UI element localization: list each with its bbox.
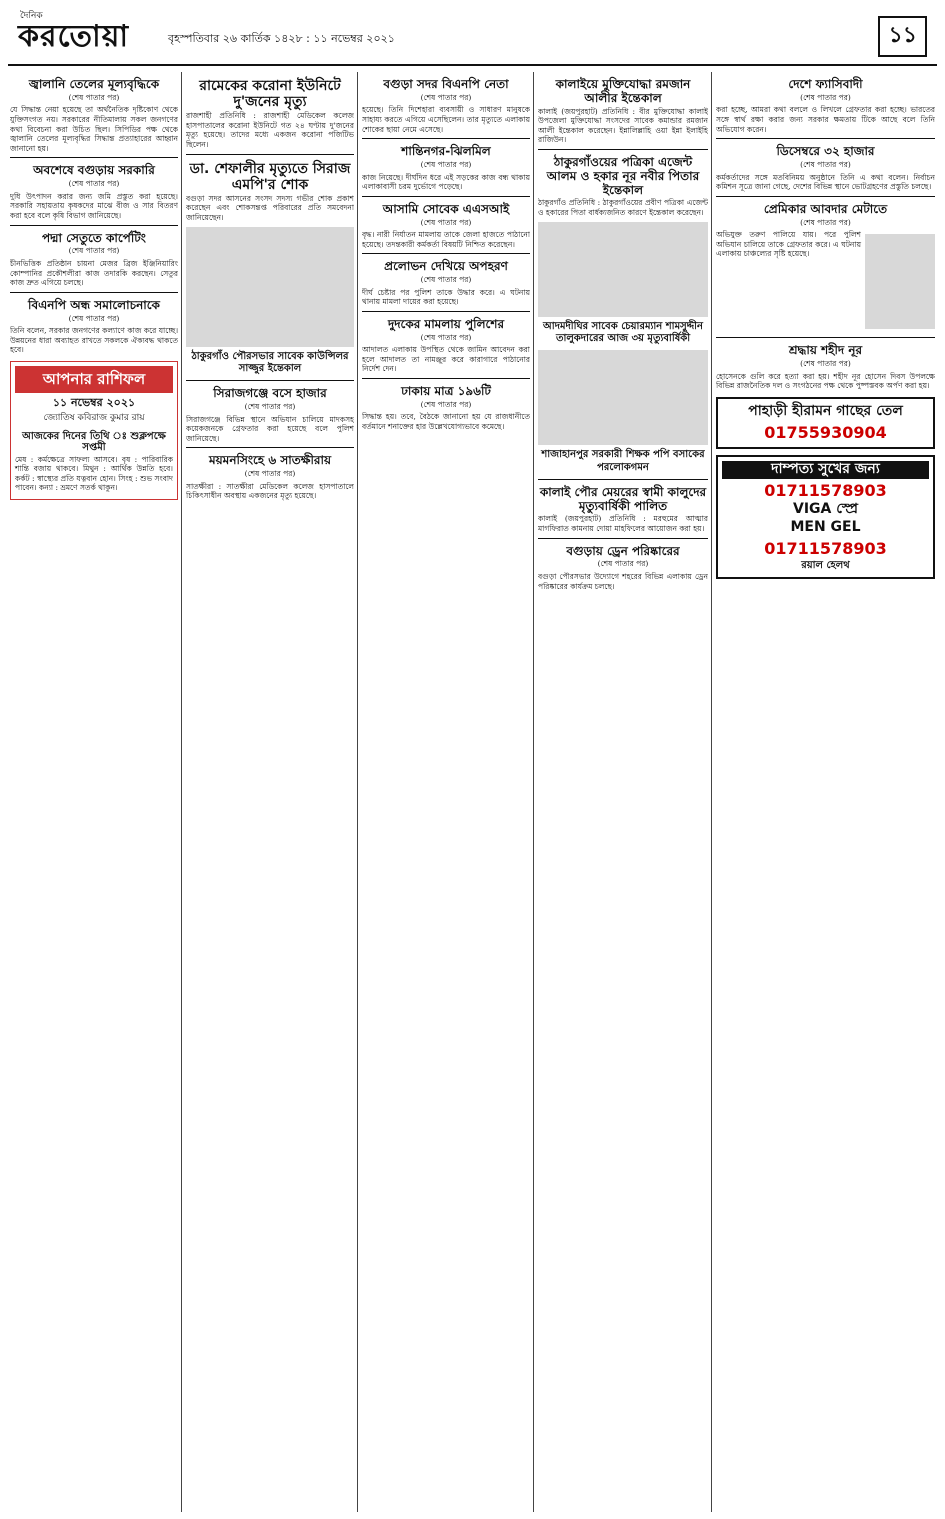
article-body: কাজ নিয়েছে। দীর্ঘদিন ধরে এই সড়কের কাজ বন্ধ থাকায় এলাকাবাসী চরম দুর্ভোগে পড়েছে। <box>362 172 530 192</box>
continued-label: (শেষ পাতার পর) <box>420 159 472 169</box>
headline: শান্তিনগর-ঝিলমিল <box>401 144 491 159</box>
article-body: কর্মকর্তাদের সঙ্গে মতবিনিময় অনুষ্ঠানে তিনি এ কথা বলেন। নির্বাচন কমিশন সূত্রে জানা গেছে, দেশের বিভিন্ন স্থানে ভোটগ্রহণের প্রস্তুতি চলছে। <box>716 172 935 192</box>
column-3 <box>362 72 530 1512</box>
photo-caption: শাজাহানপুর সরকারী শিক্ষক পপি বসাকের পরলোকগমন <box>541 449 705 473</box>
continued-label: (শেষ পাতার পর) <box>420 399 472 409</box>
ad-title: পাহাড়ী হীরামন গাছের তেল <box>748 402 903 419</box>
horoscope-box <box>10 361 178 500</box>
headline: প্রলোভন দেখিয়ে অপহরণ <box>384 259 508 274</box>
headline: বগুড়ায় ড্রেন পরিষ্কারের <box>566 543 680 558</box>
continued-label: (শেষ পাতার পর) <box>420 332 472 342</box>
headline: কালাইয়ে মুক্তিযোদ্ধা রমজান আলীর ইন্তেকাল <box>555 77 691 105</box>
article-body: কালাই (জয়পুরহাট) প্রতিনিধি : মরহুমের আত্মার মাগফিরাত কামনায় দোয়া মাহফিলের আয়োজন করা হয়। <box>538 514 708 533</box>
headline: ময়মনসিংহে ৬ সাতক্ষীরায় <box>208 453 332 468</box>
article-body: করা হচ্ছে, আমরা কথা বললে ও লিখলে গ্রেফতার করা হচ্ছে। ভারতের সঙ্গে স্বার্থ রক্ষা করার জন্য সরকার ক্ষমতায় টিকে আছে বলে তিনি অভিযোগ করেন। <box>716 105 935 134</box>
continued-label: (শেষ পাতার পর) <box>244 469 296 479</box>
headline: শ্রদ্ধায় শহীদ নূর <box>788 343 863 358</box>
ad-phone: 01711578903 <box>764 481 887 500</box>
headline: ঠাকুরগাঁওয়ের পত্রিকা এজেন্ট আলম ও হকার নূর নবীর পিতার ইন্তেকাল <box>546 154 700 197</box>
article-body: বৃদ্ধ। নারী নির্যাতন মামলায় তাকে জেলা হাজতে পাঠানো হয়েছে। তদন্তকারী কর্মকর্তা বিষয়টি নিশ্চিত করেছেন। <box>362 230 530 249</box>
continued-label: (শেষ পাতার পর) <box>800 358 851 368</box>
continued-label: (শেষ পাতার পর) <box>420 92 472 102</box>
headline: পদ্মা সেতুতে কার্পেটিং <box>42 230 146 245</box>
ad-phone: 01755930904 <box>764 422 887 442</box>
portrait-photo <box>538 222 708 317</box>
portrait-photo <box>186 227 354 347</box>
photo-caption: আদমদীঘির সাবেক চেয়ারম্যান শামসুদ্দীন তালুকদারের আজ ৩য় মৃত্যুবার্ষিকী <box>543 320 703 345</box>
headline: বিএনপি অন্ধ সমালোচনাকে <box>28 297 160 312</box>
headline: সিরাজগঞ্জে বসে হাজার <box>213 386 327 401</box>
horoscope-author: জ্যোতিষ কবিরাজ কুমার রায় <box>43 413 145 424</box>
horoscope-date: ১১ নভেম্বর ২০২১ <box>52 396 136 410</box>
article-body: ঠাকুরগাঁও প্রতিনিধি : ঠাকুরগাঁওয়ের প্রবীণ পত্রিকা এজেন্ট ও হকারের পিতা বার্ধক্যজনিত কারণে ইন্তেকাল করেছেন। <box>538 198 708 217</box>
article-body: সিরাজগঞ্জে বিভিন্ন স্থানে অভিযান চালিয়ে মাদকসহ কয়েকজনকে গ্রেফতার করা হয়েছে বলে পুলিশ জানিয়েছে। <box>186 414 354 443</box>
article-body: সাতক্ষীরা : সাতক্ষীরা মেডিকেল কলেজ হাসপাতালে চিকিৎসাধীন অবস্থায় একজনের মৃত্যু হয়েছে। <box>186 481 354 501</box>
article-body: দুধি উৎপাদন করার জন্য জমি প্রস্তুত করা হয়েছে। সরকারি সহায়তায় কৃষকদের মাঝে বীজ ও সার বিতরণ করা হবে বলে কৃষি বিভাগ জানিয়েছে। <box>10 191 178 220</box>
advertisement <box>716 397 935 449</box>
continued-label: (শেষ পাতার পর) <box>68 246 120 256</box>
headline: জ্বালানি তেলের মূল্যবৃদ্ধিকে <box>28 77 160 91</box>
portrait-photo <box>865 234 935 329</box>
article-body: চীনভিত্তিক প্রতিষ্ঠান চায়না মেজর ব্রিজ ইঞ্জিনিয়ারিং কোম্পানির প্রকৌশলীরা কাজ তদারকি করছেন। সেতুর কাজ দ্রুত এগিয়ে চলছে। <box>10 258 178 288</box>
continued-label: (শেষ পাতার পর) <box>420 275 472 285</box>
continued-label: (শেষ পাতার পর) <box>800 159 851 169</box>
column-divider <box>357 72 358 1512</box>
column-2 <box>186 72 354 1512</box>
article-body: দীর্ঘ চেষ্টার পর পুলিশ তাকে উদ্ধার করে। এ ঘটনায় থানায় মামলা দায়ের করা হয়েছে। <box>362 287 530 307</box>
headline: দেশে ফ্যাসিবাদী <box>788 77 863 91</box>
column-divider <box>181 72 182 1512</box>
headline: ডিসেম্বরে ৩২ হাজার <box>776 144 875 159</box>
continued-label: (শেষ পাতার পর) <box>597 559 649 569</box>
ad-brand: VIGA স্প্রে <box>792 501 859 518</box>
continued-label: (শেষ পাতার পর) <box>68 179 120 189</box>
column-5 <box>716 72 935 1512</box>
article-body: রাজশাহী প্রতিনিধি : রাজশাহী মেডিকেল কলেজ হাসপাতালের করোনা ইউনিটে গত ২৪ ঘণ্টায় দু'জনের মৃত্যু হয়েছে। তাদের মধ্যে একজন করোনা পজিটিভ ছিলেন। <box>186 111 354 149</box>
ad-title: দাম্পত্য সুখের জন্য <box>722 461 929 479</box>
headline: আসামি সোবেক এএসআই <box>382 201 510 216</box>
continued-label: (শেষ পাতার পর) <box>244 401 296 411</box>
article-body: হয়েছে। তিনি দিশেহারা ব্যবসায়ী ও সাধারণ মানুষকে সাহায্য করতে এগিয়ে এসেছিলেন। তার মৃত্যুতে এলাকায় শোকের ছায়া নেমে এসেছে। <box>362 105 530 134</box>
column-divider <box>711 72 712 1512</box>
headline: দুদকের মামলায় পুলিশের <box>387 316 505 331</box>
article-body: বগুড়া সদর আসনের সংসদ সদস্য গভীর শোক প্রকাশ করেছেন এবং শোকসন্তপ্ত পরিবারের প্রতি সমবেদনা জানিয়েছেন। <box>186 193 354 222</box>
dateline: বৃহস্পতিবার ২৬ কার্তিক ১৪২৮ : ১১ নভেম্বর ২০২১ <box>168 32 395 45</box>
tagline: দৈনিক <box>20 11 43 21</box>
article-body: অভিযুক্ত তরুণ পালিয়ে যায়। পরে পুলিশ অভিযান চালিয়ে তাকে গ্রেফতার করে। এ ঘটনায় এলাকায় চাঞ্চল্যের সৃষ্টি হয়েছে। <box>716 230 861 259</box>
article-body: তিনি বলেন, সরকার জনগণের কল্যাণে কাজ করে যাচ্ছে। উন্নয়নের ধারা অব্যাহত রাখতে সকলকে ঐক্যবদ্ধ থাকতে হবে। <box>10 326 178 355</box>
headline: কালাই পৌর মেয়রের স্বামী কালুদের মৃত্যুবার্ষিকী পালিত <box>539 484 707 513</box>
column-4 <box>538 72 708 1512</box>
column-1 <box>10 72 178 1512</box>
masthead <box>8 8 937 66</box>
horoscope-body: মেষ : কর্মক্ষেত্রে সাফল্য আসবে। বৃষ : পারিবারিক শান্তি বজায় থাকবে। মিথুন : আর্থিক উন্নতি হবে। কর্কট : স্বাস্থ্যের প্রতি যত্নবান হোন। সিংহ : শুভ সংবাদ পাবেন। কন্যা : ভ্রমণে সতর্ক থাকুন। <box>15 454 173 493</box>
headline: ঢাকায় মাত্র ১৯৬টি <box>401 384 491 399</box>
headline: ডা. শেফালীর মৃত্যুতে সিরাজ এমপি'র শোক <box>189 160 351 193</box>
continued-label: (শেষ পাতার পর) <box>68 92 120 102</box>
ad-footer: রয়াল হেলথ <box>801 559 850 571</box>
advertisement <box>716 455 935 578</box>
article-body: কালাই (জয়পুরহাট) প্রতিনিধি : বীর মুক্তিযোদ্ধা কালাই উপজেলা মুক্তিযোদ্ধা সংসদের সাবেক কমান্ডার রমজান আলী ইন্তেকাল করেছেন। ইন্নালিল্লাহি ওয়া ইন্না ইলাইহি রাজিউন। <box>538 106 708 145</box>
horoscope-title: আপনার রাশিফল <box>15 366 173 393</box>
continued-label: (শেষ পাতার পর) <box>420 217 472 227</box>
article-body: যে সিদ্ধান্ত নেয়া হয়েছে তা অর্থনৈতিক দৃষ্টিকোণ থেকে যুক্তিসংগত নয়। সরকারের নীতিমালায় সকল জনগণের কথা বিবেচনা করা উচিত ছিল। সিপিডির পক্ষ থেকে জ্বালানি তেলের মূল্যবৃদ্ধির সিদ্ধান্ত প্রত্যাহারের আহ্বান জানানো হয়। <box>10 105 178 153</box>
headline: অবশেষে বগুড়ায় সরকারি <box>33 163 155 178</box>
newspaper-logo: করতোয়া <box>18 19 130 54</box>
continued-label: (শেষ পাতার পর) <box>68 313 120 323</box>
headline: প্রেমিকার আবদার মেটাতে <box>763 201 888 216</box>
article-body: আদালত এলাকায় উপস্থিত থেকে জামিন আবেদন করা হলে আদালত তা নামঞ্জুর করে কারাগারে পাঠানোর নির্দেশ দেন। <box>362 345 530 374</box>
headline: বগুড়া সদর বিএনপি নেতা <box>383 77 509 91</box>
ad-brand: MEN GEL <box>790 519 861 536</box>
portrait-photo <box>538 350 708 445</box>
continued-label: (শেষ পাতার পর) <box>800 92 851 102</box>
article-body: বগুড়া পৌরসভার উদ্যোগে শহরের বিভিন্ন এলাকায় ড্রেন পরিষ্কারের কার্যক্রম চলছে। <box>538 571 708 591</box>
continued-label: (শেষ পাতার পর) <box>800 217 851 227</box>
column-divider <box>533 72 534 1512</box>
article-body: সিদ্ধান্ত হয়। তবে, বৈঠকে জানানো হয় যে রাজধানীতে বর্তমানে শনাক্তের হার উল্লেখযোগ্যভাবে কমেছে। <box>362 412 530 432</box>
page-number: ১১ <box>878 16 927 57</box>
photo-caption: ঠাকুরগাঁও পৌরসভার সাবেক কাউন্সিলর সাজ্জুর ইন্তেকাল <box>191 350 349 375</box>
horoscope-day: আজকের দিনের তিথি ঃ শুক্লপক্ষে সপ্তমী <box>22 430 166 454</box>
article-body: হোসেনকে গুলি করে হত্যা করা হয়। শহীদ নূর হোসেন দিবস উপলক্ষে বিভিন্ন রাজনৈতিক দল ও সংগঠনের পক্ষ থেকে পুষ্পস্তবক অর্পণ করা হয়। <box>716 371 935 391</box>
headline: রামেকের করোনা ইউনিটে দু'জনের মৃত্যু <box>199 78 341 111</box>
ad-phone: 01711578903 <box>764 539 887 559</box>
